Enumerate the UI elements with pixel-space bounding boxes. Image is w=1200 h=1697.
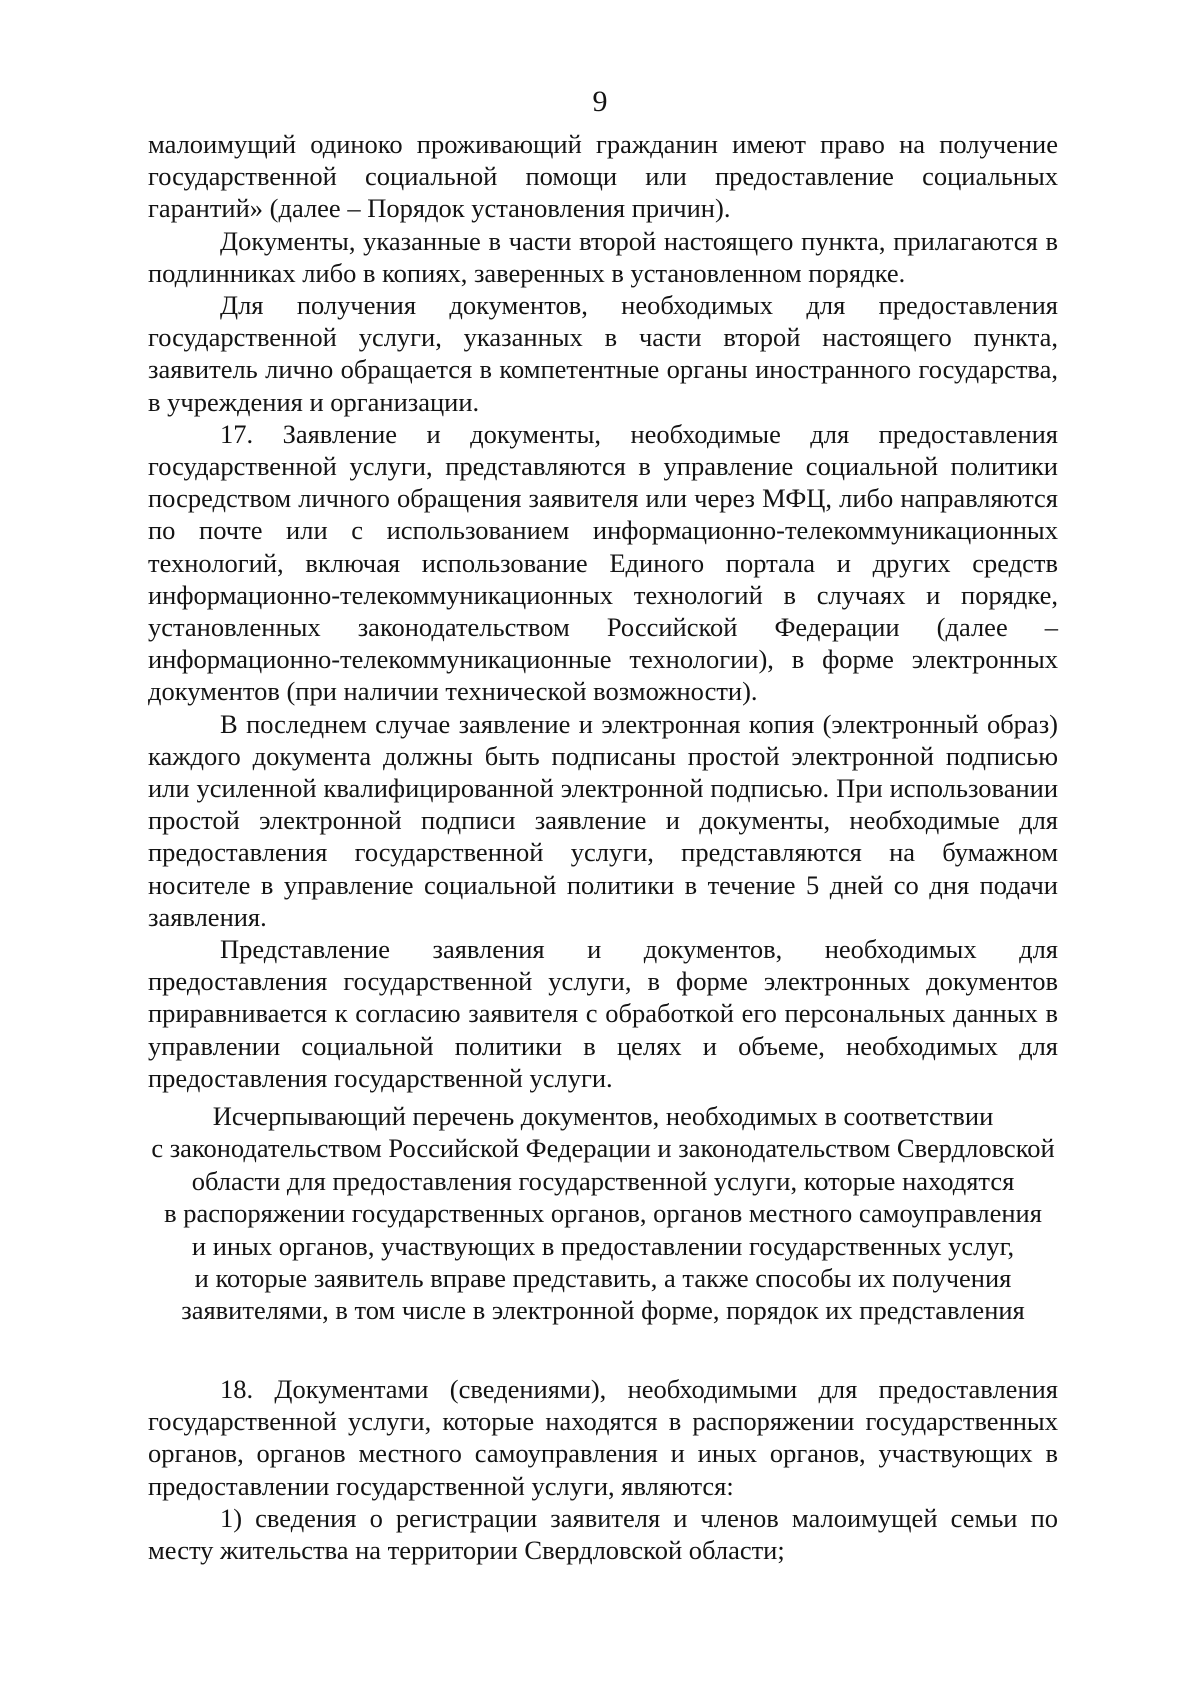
heading-line: Исчерпывающий перечень документов, необходимых в соответствии [212,1101,994,1131]
paragraph-item-17: 17. Заявление и документы, необходимые для предоставления государственной услуги, представляются в управление социальной политики посредством личного обращения заявителя или через МФЦ, либо направляются по почте или с использованием информационно-телекоммуникационных технологий, включая использование Единого портала и других средств информационно-телекоммуникационных технологий в случаях и порядке, установленных законодательством Российской Федерации (далее – информационно-телекоммуникационные технологии), в форме электронных документов (при наличии технической возможности). [148,418,1058,707]
paragraph-electronic-signature: В последнем случае заявление и электронная копия (электронный образ) каждого документа должны быть подписаны простой электронной подписью или усиленной квалифицированной электронной подписью. При использовании простой электронной подписи заявление и документы, необходимые для предоставления государственной услуги, представляются на бумажном носителе в управление социальной политики в течение 5 дней со дня подачи заявления. [148,708,1058,932]
section-heading [148,1100,1058,1327]
body-section-bottom [148,1373,1058,1566]
paragraph-consent: Представление заявления и документов, необходимых для предоставления государственной услуги, в форме электронных документов приравнивается к согласию заявителя с обработкой его персональных данных в управлении социальной политики в целях и объеме, необходимых для предоставления государственной услуги. [148,934,1058,1093]
body-section-top [148,128,1058,1094]
paragraph-subitem-1: 1) сведения о регистрации заявителя и членов малоимущей семьи по месту жительства на территории Свердловской области; [148,1502,1058,1566]
heading-line: с законодательством Российской Федерации и законодательством Свердловской [151,1133,1055,1164]
paragraph-foreign-documents: Для получения документов, необходимых для предоставления государственной услуги, указанных в части второй настоящего пункта, заявитель лично обращается в компетентные органы иностранного государства, в учреждения и организации. [148,290,1058,417]
paragraph-documents-attached: Документы, указанные в части второй настоящего пункта, прилагаются в подлинниках либо в копиях, заверенных в установленном порядке. [148,225,1058,288]
heading-line: и иных органов, участвующих в предоставлении государственных услуг, [191,1230,1015,1261]
heading-line: и которые заявитель вправе представить, а также способы их получения [194,1263,1012,1294]
heading-line: области для предоставления государственной услуги, которые находятся [191,1165,1015,1196]
paragraph-continuation: малоимущий одиноко проживающий гражданин имеют право на получение государственной социальной помощи или предоставление социальных гарантий» (далее – Порядок установления причин). [148,129,1058,224]
page-number: 9 [592,85,608,118]
heading-line: заявителями, в том числе в электронной форме, порядок их представления [181,1295,1025,1326]
paragraph-item-18: 18. Документами (сведениями), необходимыми для предоставления государственной услуги, которые находятся в распоряжении государственных органов, органов местного самоуправления и иных органов, участвующих в предоставлении государственной услуги, являются: [148,1374,1058,1501]
heading-line: в распоряжении государственных органов, органов местного самоуправления [164,1198,1042,1229]
